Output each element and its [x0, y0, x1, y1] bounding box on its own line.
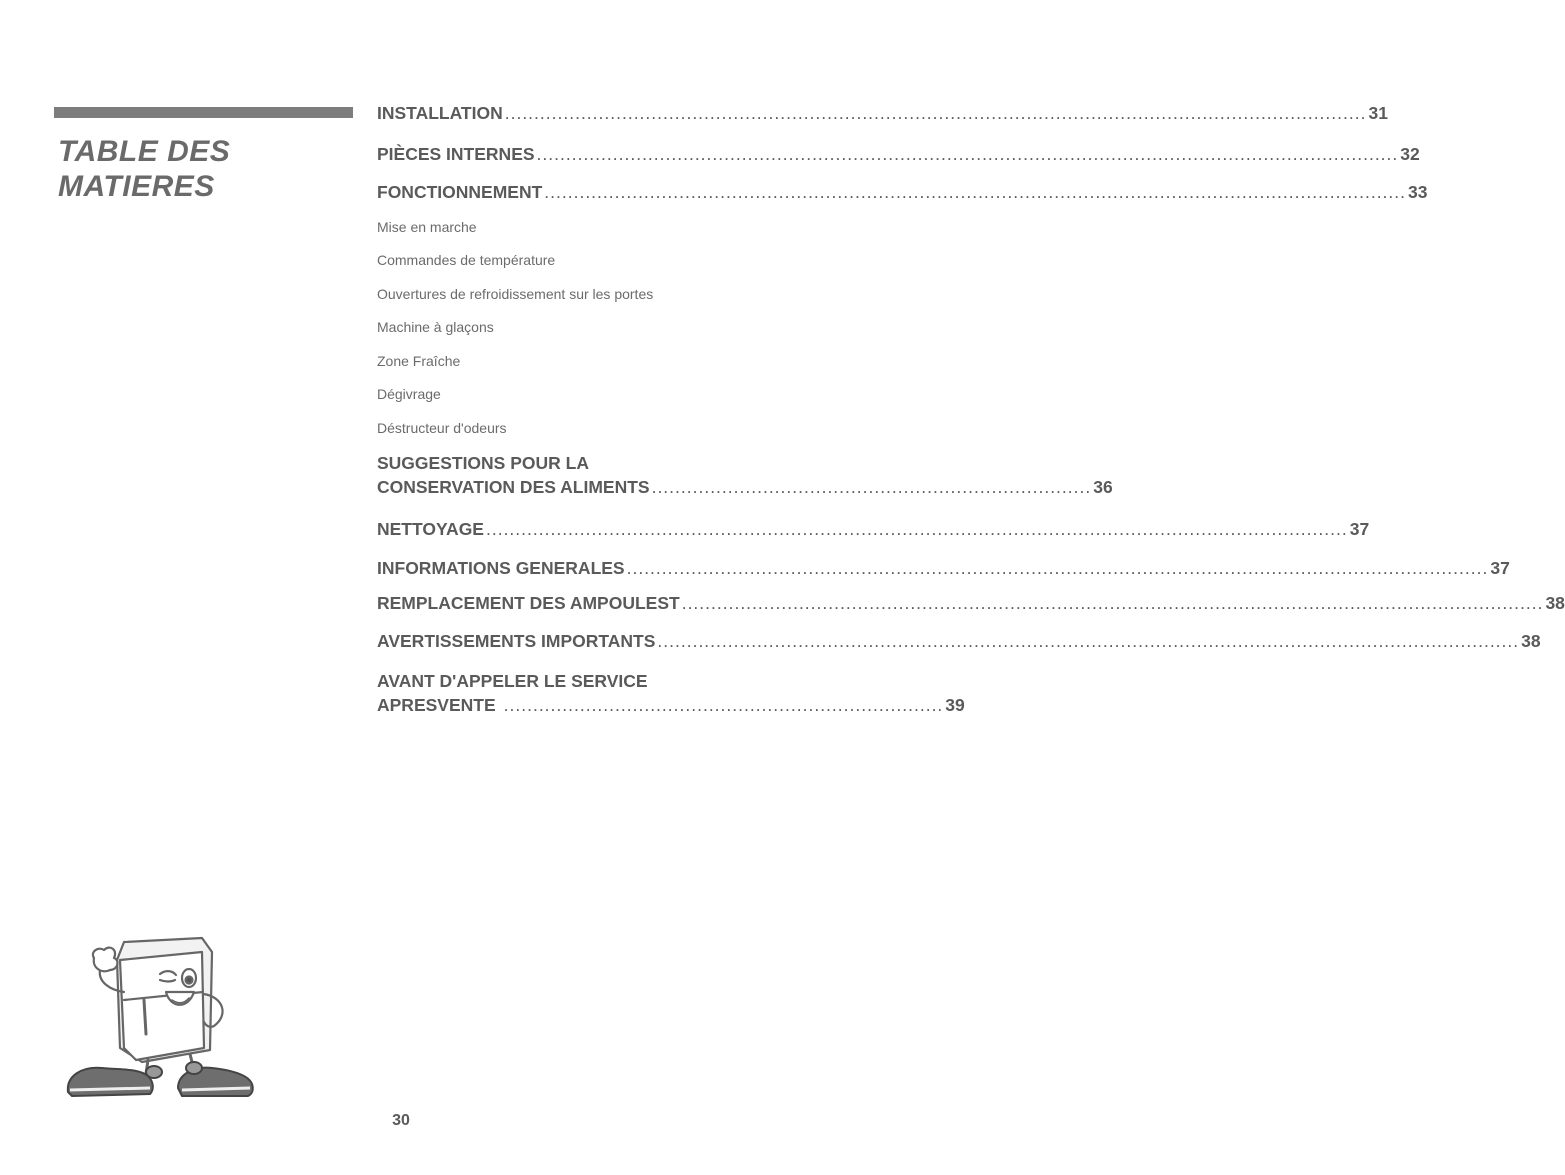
toc-entry-installation[interactable] — [377, 103, 1388, 124]
toc-page: 32 — [1400, 144, 1420, 164]
toc-label-line-1: SUGGESTIONS POUR LA — [377, 453, 589, 473]
toc-subitem[interactable]: Déstructeur d'odeurs — [377, 420, 507, 436]
toc-label: FONCTIONNEMENT — [377, 182, 543, 202]
toc-label: PIÈCES INTERNES — [377, 144, 535, 164]
toc-label-line-1: AVANT D'APPELER LE SERVICE — [377, 671, 648, 691]
dot-leader — [657, 631, 1519, 652]
toc-row — [377, 693, 965, 717]
toc-row — [377, 475, 1113, 499]
toc-page: 31 — [1368, 103, 1388, 123]
toc-entry-avertissements[interactable] — [377, 631, 1541, 652]
dot-leader: ........................................................................... — [503, 695, 944, 715]
toc-label-line-2: APRESVENTE — [377, 695, 496, 715]
toc-label: NETTOYAGE — [377, 519, 484, 539]
page-title-line-2: MATIERES — [58, 170, 215, 203]
toc-page: 36 — [1093, 477, 1113, 497]
toc-entry-informations[interactable] — [377, 558, 1510, 579]
toc-entry-fonctionnement[interactable] — [377, 182, 1428, 203]
toc-page: 33 — [1408, 182, 1428, 202]
page-title-line-1: TABLE DES — [58, 135, 231, 168]
toc-page: 38 — [1545, 593, 1565, 613]
page-number: 30 — [392, 1112, 410, 1129]
toc-label-line-2: CONSERVATION DES ALIMENTS — [377, 477, 650, 497]
dot-leader — [544, 182, 1406, 203]
toc-subitem[interactable]: Dégivrage — [377, 386, 441, 402]
toc-label: INSTALLATION — [377, 103, 503, 123]
toc-page: 37 — [1490, 558, 1510, 578]
title-rule — [54, 107, 353, 118]
dot-leader — [627, 558, 1489, 579]
toc-label: AVERTISSEMENTS IMPORTANTS — [377, 631, 656, 651]
toc-entry-pieces-internes[interactable] — [377, 144, 1420, 165]
dot-leader — [486, 519, 1348, 540]
toc-subitem[interactable]: Ouvertures de refroidissement sur les portes — [377, 286, 654, 302]
toc-entry-remplacement[interactable] — [377, 593, 1565, 614]
toc-label: REMPLACEMENT DES AMPOULEST — [377, 593, 680, 613]
toc-entry-avant-appeler[interactable] — [377, 669, 965, 717]
toc-subitem[interactable]: Zone Fraîche — [377, 353, 461, 369]
toc-page: 37 — [1349, 519, 1370, 539]
dot-leader: ........................................................................... — [651, 477, 1092, 497]
toc-subitem[interactable]: Machine à glaçons — [377, 319, 494, 335]
refrigerator-mascot-illustration — [62, 930, 258, 1100]
toc-subitem[interactable]: Commandes de température — [377, 252, 556, 268]
dot-leader — [682, 593, 1544, 614]
toc-label: INFORMATIONS GENERALES — [377, 558, 625, 578]
toc-page: 39 — [945, 695, 965, 715]
toc-entry-nettoyage[interactable] — [377, 519, 1370, 540]
toc-entry-suggestions[interactable] — [377, 451, 1113, 499]
toc-page: 38 — [1521, 631, 1541, 651]
dot-leader — [505, 103, 1367, 124]
toc-subitem[interactable]: Mise en marche — [377, 219, 477, 235]
page-title — [58, 134, 230, 204]
dot-leader — [537, 144, 1399, 165]
